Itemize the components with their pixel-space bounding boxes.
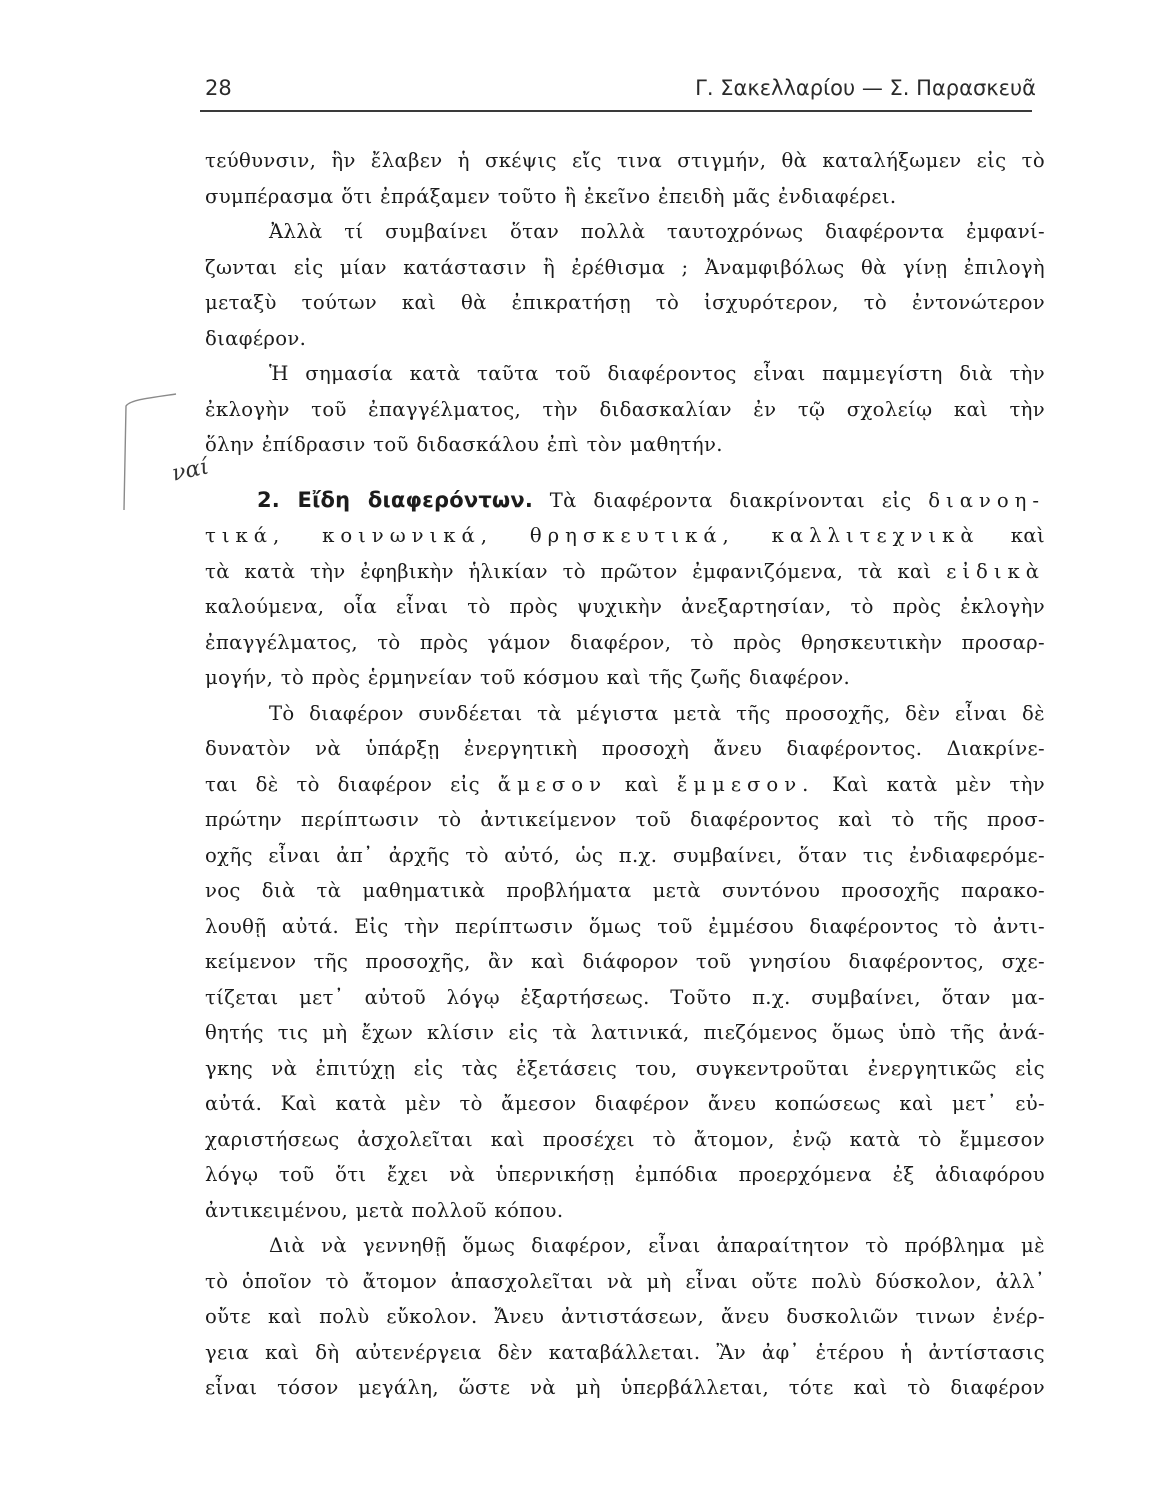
text-line: λόγῳ τοῦ ὅτι ἔχει νὰ ὑπερνικήσῃ ἐμπόδια προερχόμενα ἐξ ἀδιαφόρου	[205, 1163, 1045, 1186]
spaced-term: ἔμμεσον.	[676, 772, 815, 796]
text-line: μεταξὺ τούτων καὶ θὰ ἐπικρατήσῃ τὸ ἰσχυρότερον, τὸ ἐντονώτερον	[205, 291, 1045, 314]
text-line: Ἀλλὰ τί συμβαίνει ὅταν πολλὰ ταυτοχρόνως διαφέροντα ἐμφανί-	[269, 220, 1045, 243]
text-line: ζωνται εἰς μίαν κατάστασιν ἢ ἐρέθισμα ; Ἀναμφιβόλως θὰ γίνῃ ἐπιλογὴ	[205, 255, 1045, 279]
running-head: Γ. Σακελλαρίου — Σ. Παρασκευᾶ	[695, 76, 1036, 100]
text-line: αὐτά. Καὶ κατὰ μὲν τὸ ἄμεσον διαφέρον ἄνευ κοπώσεως καὶ μετ᾽ εὐ-	[205, 1092, 1045, 1115]
text-line: ἀντικειμένου, μετὰ πολλοῦ κόπου.	[205, 1198, 564, 1222]
paragraph	[205, 1228, 1045, 1406]
paragraph-continuation	[205, 143, 1045, 214]
text-line: τεύθυνσιν, ἣν ἔλαβεν ἡ σκέψις εἴς τινα στιγμήν, θὰ καταλήξωμεν εἰς τὸ	[205, 149, 1045, 172]
text-line: μογήν, τὸ πρὸς ἑρμηνείαν τοῦ κόσμου καὶ τῆς ζωῆς διαφέρον.	[205, 666, 851, 689]
text-line: Τὸ διαφέρον συνδέεται τὰ μέγιστα μετὰ τῆς προσοχῆς, δὲν εἶναι δὲ	[269, 701, 1045, 725]
text-run: τὰ κατὰ τὴν ἐφηβικὴν ἡλικίαν τὸ πρῶτον ἐμφανιζόμενα, τὰ καὶ	[205, 559, 932, 583]
page-header	[205, 72, 1040, 106]
paragraph	[205, 356, 1045, 463]
spaced-term: τικά, κοινωνικά, θρησκευτικά, καλλιτεχνικὰ	[205, 524, 980, 547]
text-line: χαριστήσεως ἀσχολεῖται καὶ προσέχει τὸ ἄτομον, ἐνῷ κατὰ τὸ ἔμμεσον	[205, 1127, 1045, 1151]
margin-bracket-mark	[118, 390, 178, 540]
text-line: τὸ ὁποῖον τὸ ἄτομον ἀπασχολεῖται νὰ μὴ εἶναι οὔτε πολὺ δύσκολον, ἀλλ᾽	[205, 1269, 1045, 1293]
text-line: Ἡ σημασία κατὰ ταῦτα τοῦ διαφέροντος εἶναι παμμεγίστη διὰ τὴν	[269, 362, 1045, 385]
text-run: καὶ	[1010, 524, 1045, 547]
text-line: θητής τις μὴ ἔχων κλίσιν εἰς τὰ λατινικά, πιεζόμενος ὅμως ὑπὸ τῆς ἀνά-	[205, 1021, 1045, 1044]
paragraph	[205, 696, 1045, 1229]
spaced-term: εἰδικὰ	[946, 559, 1045, 583]
section-heading: 2. Εἴδη διαφερόντων.	[257, 487, 534, 512]
page-number: 28	[205, 76, 232, 100]
text-line: νος διὰ τὰ μαθηματικὰ προβλήματα μετὰ συντόνου προσοχῆς παρακο-	[205, 879, 1045, 902]
text-line: ἐκλογὴν τοῦ ἐπαγγέλματος, τὴν διδασκαλίαν ἐν τῷ σχολείῳ καὶ τὴν	[205, 397, 1045, 421]
spaced-term: διανοη-	[928, 488, 1045, 512]
text-run: ται δὲ τὸ διαφέρον εἰς	[205, 772, 480, 796]
text-line	[205, 554, 1045, 590]
text-line: λουθῇ αὐτά. Εἰς τὴν περίπτωσιν ὅμως τοῦ ἐμμέσου διαφέροντος τὸ ἀντι-	[205, 914, 1045, 938]
text-line: οχῆς εἶναι ἀπ᾽ ἀρχῆς τὸ αὐτό, ὡς π.χ. συμβαίνει, ὅταν τις ἐνδιαφερόμε-	[205, 843, 1045, 867]
text-run: Τὰ διαφέροντα διακρίνονται εἰς	[549, 488, 912, 512]
text-line: τίζεται μετ᾽ αὐτοῦ λόγῳ ἐξαρτήσεως. Τοῦτο π.χ. συμβαίνει, ὅταν μα-	[205, 985, 1045, 1009]
section-gap	[205, 463, 1045, 483]
text-line: γεια καὶ δὴ αὐτενέργεια δὲν καταβάλλεται. Ἂν ἀφ᾽ ἑτέρου ἡ ἀντίστασις	[205, 1340, 1045, 1364]
text-line	[205, 518, 1045, 554]
text-line: κείμενον τῆς προσοχῆς, ἂν καὶ διάφορον τοῦ γνησίου διαφέροντος, σχε-	[205, 950, 1045, 973]
text-line: πρώτην περίπτωσιν τὸ ἀντικείμενον τοῦ διαφέροντος καὶ τὸ τῆς προσ-	[205, 808, 1045, 831]
handwritten-margin-note: ναί	[169, 454, 212, 487]
text-line: γκης νὰ ἐπιτύχῃ εἰς τὰς ἐξετάσεις του, συγκεντροῦται ἐνεργητικῶς εἰς	[205, 1056, 1045, 1080]
text-line	[205, 483, 1045, 519]
text-line: διαφέρον.	[205, 326, 307, 350]
paragraph	[205, 214, 1045, 356]
text-line: ὅλην ἐπίδρασιν τοῦ διδασκάλου ἐπὶ τὸν μαθητήν.	[205, 433, 723, 456]
body-text	[205, 143, 1045, 1406]
text-line: δυνατὸν νὰ ὑπάρξῃ ἐνεργητικὴ προσοχὴ ἄνευ διαφέροντος. Διακρίνε-	[205, 737, 1045, 760]
header-rule	[200, 110, 1032, 112]
text-line: οὔτε καὶ πολὺ εὔκολον. Ἄνευ ἀντιστάσεων, ἄνευ δυσκολιῶν τινων ἐνέρ-	[205, 1305, 1045, 1328]
text-line: ἐπαγγέλματος, τὸ πρὸς γάμον διαφέρον, τὸ πρὸς θρησκευτικὴν προσαρ-	[205, 630, 1045, 654]
text-run: καὶ	[624, 772, 660, 796]
text-line	[205, 767, 1045, 803]
text-line: Διὰ νὰ γεννηθῇ ὅμως διαφέρον, εἶναι ἀπαραίτητον τὸ πρόβλημα μὲ	[269, 1234, 1045, 1257]
text-line: καλούμενα, οἷα εἶναι τὸ πρὸς ψυχικὴν ἀνεξαρτησίαν, τὸ πρὸς ἐκλογὴν	[205, 595, 1045, 618]
spaced-term: ἄμεσον	[497, 772, 607, 796]
text-run: Καὶ κατὰ μὲν τὴν	[832, 772, 1045, 796]
text-line: εἶναι τόσον μεγάλη, ὥστε νὰ μὴ ὑπερβάλλεται, τότε καὶ τὸ διαφέρον	[205, 1376, 1045, 1399]
text-line: συμπέρασμα ὅτι ἐπράξαμεν τοῦτο ἢ ἐκεῖνο ἐπειδὴ μᾶς ἐνδιαφέρει.	[205, 184, 897, 208]
section-paragraph	[205, 483, 1045, 696]
